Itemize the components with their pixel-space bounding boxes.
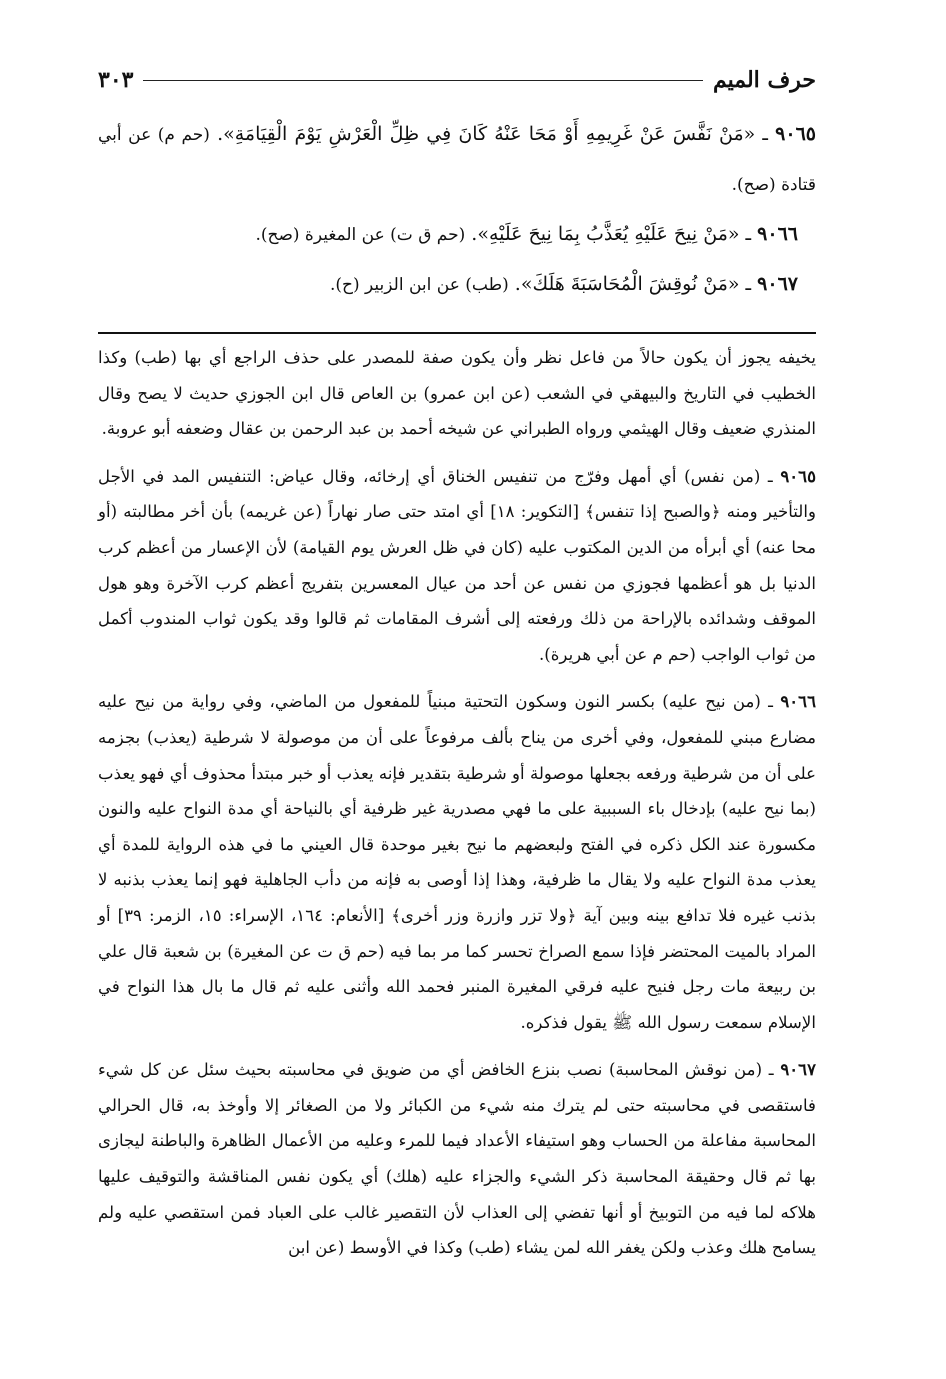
hadith-source: (طب) عن ابن الزبير (ح). [329, 275, 509, 295]
chapter-title: حرف الميم [712, 67, 816, 93]
commentary-continuation: يخيفه يجوز أن يكون حالاً من فاعل نظر وأن يكون صفة للمصدر على حذف الراجع أي بها (طب) وكذا الخطيب في التاريخ والبيهقي في الشعب (عن ابن عمرو) بن العاص قال ابن الجوزي حديث لا يصح وقال المنذري ضعيف وقال الهيثمي ورواه الطبراني عن شيخه أحمد بن عبد الرحمن بن عقال وضعفه أبو عروبة. [98, 348, 816, 439]
hadith-number: ٩٠٦٥ [775, 123, 816, 145]
hadith-number: ٩٠٦٧ [757, 273, 798, 295]
hadith-entry: ٩٠٦٦ ـ «مَنْ نِيحَ عَلَيْهِ يُعَذَّبُ بِمَا نِيحَ عَلَيْهِ». (حم ق ت) عن المغيرة (صح). [255, 223, 798, 245]
footnote-divider [98, 332, 816, 334]
header-rule [143, 80, 703, 81]
hadith-text: «مَنْ نِيحَ عَلَيْهِ يُعَذَّبُ بِمَا نِيحَ عَلَيْهِ». [471, 223, 740, 245]
commentary-text: (من نوقش المحاسبة) نصب بنزع الخافض أي من ضويق في محاسبته بحيث سئل عن كل شيء فاستقصى في محاسبته حتى لم يترك منه شيء من الكبائر ولا من الصغائر إلا وأوخذ به، قال الحرالي المحاسبة مفاعلة من الحساب وهو استيفاء الأعداد فيما للمرء وعليه من الأعمال الظاهرة والباطنة ليجازى بها ثم قال وحقيقة المحاسبة ذكر الشيء والجزاء عليه (هلك) أي يكون نفس المناقشة والتوقيف عليها هلاكه لما فيه من التوبيخ أو أنها تفضي إلى العذاب لأن التقصير غالب على العباد فمن استقصي عليه ولم يسامح هلك وعذب ولكن يغفر الله لمن يشاء (طب) وكذا في الأوسط (عن ابن [98, 1060, 817, 1258]
hadith-number: ٩٠٦٦ [757, 223, 798, 245]
hadith-source: (حم ق ت) عن المغيرة (صح). [255, 225, 466, 245]
commentary-number: ٩٠٦٦ [780, 691, 816, 712]
commentary-text: (من نيح عليه) بكسر النون وسكون التحتية مبنياً للمفعول من الماضي، وفي رواية من نيح عليه مضارع مبني للمفعول، وفي أخرى من يناح بألف مرفوعاً على أن من موصولة لا شرطية (يعذب) بجزمه على أن من شرطية ورفعه بجعلها موصولة أو شرطية بتقدير فإنه يعذب أو خبر مبتدأ محذوف أي فهو يعذب (بما نيح عليه) بإدخال باء السببية على ما فهي مصدرية غير ظرفية أي بالنياحة أي مدة النواح عليه والنون مكسورة عند الكل ذكره في الفتح ولبعضهم ما نيح بغير موحدة قال العيني ما في هذه الرواية للمدة أي يعذب مدة النواح عليه ولا يقال ما ظرفية، وهذا إذا أوصى به فإنه من دأب الجاهلية فهو إنما يعذب بذنبه لا بذنب غيره فلا تدافع بينه وبين آية ﴿ولا تزر وازرة وزر أخرى﴾ [الأنعام: ١٦٤، الإسراء: ١٥، الزمر: ٣٩] أو المراد بالميت المحتضر فإذا سمع الصراخ تحسر كما مر بما فيه (حم ق ت عن المغيرة) بن شعبة قال علي بن ربيعة مات رجل فنيح عليه فرقي المغيرة المنبر فحمد الله وأثنى عليه ثم قال ما بال هذا النواح في الإسلام سمعت رسول الله ﷺ يقول فذكره. [98, 692, 816, 1032]
hadith-text: «مَنْ نَفَّسَ عَنْ غَرِيمِهِ أَوْ مَحَا عَنْهُ كَانَ فِي ظِلِّ الْعَرْشِ يَوْمَ الْقِيَامَةِ». [217, 123, 756, 145]
hadith-entry: ٩٠٦٧ ـ «مَنْ نُوقِشَ الْمُحَاسَبَةَ هَلَكَ». (طب) عن ابن الزبير (ح). [329, 273, 798, 295]
hadith-entry: ٩٠٦٥ ـ «مَنْ نَفَّسَ عَنْ غَرِيمِهِ أَوْ مَحَا عَنْهُ كَانَ فِي ظِلِّ الْعَرْشِ يَوْمَ الْقِيَامَةِ». (حم م) عن أبي قتادة (صح). [98, 123, 816, 195]
commentary [98, 340, 816, 1266]
hadith-list [98, 110, 816, 310]
commentary-entry: ٩٠٦٥ ـ (من نفس) أي أمهل وفرّج من تنفيس الخناق أي إرخائه، وقال عياض: التنفيس المد في الأجل والتأخير ومنه ﴿والصبح إذا تنفس﴾ [التكوير: ١٨] أي امتد حتى صار نهاراً (عن غريمه) بأن أخر مطالبته (أو محا عنه) أي أبرأه من الدين المكتوب عليه (كان في ظل العرش يوم القيامة) لأن الإعسار من أعظم كرب الدنيا بل هو أعظمها فجوزي من نفس عن أحد من عيال المعسرين بتفريج أعظم كرب الآخرة وهو هول الموقف وشدائده بالإراحة من ذلك ورفعته إلى أشرف المقامات ثم قالوا وقد يكون ثواب المندوب أكمل من ثواب الواجب (حم م عن أبي هريرة). [98, 465, 816, 664]
hadith-source: (حم م) عن أبي قتادة (صح). [98, 125, 816, 195]
commentary-entry: ٩٠٦٦ ـ (من نيح عليه) بكسر النون وسكون التحتية مبنياً للمفعول من الماضي، وفي رواية من نيح عليه مضارع مبني للمفعول، وفي أخرى من يناح بألف مرفوعاً على أن من موصولة لا شرطية (يعذب) بجزمه على أن من شرطية ورفعه بجعلها موصولة أو شرطية بتقدير فإنه يعذب أو خبر مبتدأ محذوف أي فهو يعذب (بما نيح عليه) بإدخال باء السببية على ما فهي مصدرية غير ظرفية أي بالنياحة أي مدة النواح عليه والنون مكسورة عند الكل ذكره في الفتح ولبعضهم ما نيح بغير موحدة قال العيني ما في هذه الرواية للمدة أي يعذب مدة النواح عليه ولا يقال ما ظرفية، وهذا إذا أوصى به فإنه من دأب الجاهلية فهو إنما يعذب بذنبه لا بذنب غيره فلا تدافع بينه وبين آية ﴿ولا تزر وازرة وزر أخرى﴾ [الأنعام: ١٦٤، الإسراء: ١٥، الزمر: ٣٩] أو المراد بالميت المحتضر فإذا سمع الصراخ تحسر كما مر بما فيه (حم ق ت عن المغيرة) بن شعبة قال علي بن ربيعة مات رجل فنيح عليه فرقي المغيرة المنبر فحمد الله وأثنى عليه ثم قال ما بال هذا النواح في الإسلام سمعت رسول الله ﷺ يقول فذكره. [98, 691, 816, 1032]
commentary-text: (من نفس) أي أمهل وفرّج من تنفيس الخناق أي إرخائه، وقال عياض: التنفيس المد في الأجل والتأخير ومنه ﴿والصبح إذا تنفس﴾ [التكوير: ١٨] أي امتد حتى صار نهاراً (عن غريمه) بأن أخر مطالبته (أو محا عنه) أي أبرأه من الدين المكتوب عليه (كان في ظل العرش يوم القيامة) لأن الإعسار من أعظم كرب الدنيا بل هو أعظمها فجوزي من نفس عن أحد من عيال المعسرين بتفريج أعظم كرب الآخرة وهو هول الموقف وشدائده بالإراحة من ذلك ورفعته إلى أشرف المقامات ثم قالوا وقد يكون ثواب المندوب أكمل من ثواب الواجب (حم م عن أبي هريرة). [98, 466, 816, 664]
commentary-entry: ٩٠٦٧ ـ (من نوقش المحاسبة) نصب بنزع الخافض أي من ضويق في محاسبته بحيث سئل عن كل شيء فاستقصى في محاسبته حتى لم يترك منه شيء من الكبائر ولا من الصغائر إلا وأوخذ به، قال الحرالي المحاسبة مفاعلة من الحساب وهو استيفاء الأعداد فيما للمرء وعليه من الأعمال الظاهرة والباطنة ليجازى بها ثم قال وحقيقة المحاسبة ذكر الشيء والجزاء عليه (هلك) أي يكون نفس المناقشة والتوقيف عليها هلاكه لما فيه من التوبيخ أو أنها تفضي إلى العذاب لأن التقصير غالب على العباد فمن استقصي عليه ولم يسامح هلك وعذب ولكن يغفر الله لمن يشاء (طب) وكذا في الأوسط (عن ابن [98, 1059, 817, 1258]
running-header [98, 60, 816, 100]
page-number: ٣٠٣ [98, 67, 134, 93]
hadith-text: «مَنْ نُوقِشَ الْمُحَاسَبَةَ هَلَكَ». [514, 273, 740, 295]
commentary-number: ٩٠٦٧ [780, 1059, 816, 1080]
commentary-number: ٩٠٦٥ [780, 465, 816, 486]
page [98, 60, 816, 1266]
